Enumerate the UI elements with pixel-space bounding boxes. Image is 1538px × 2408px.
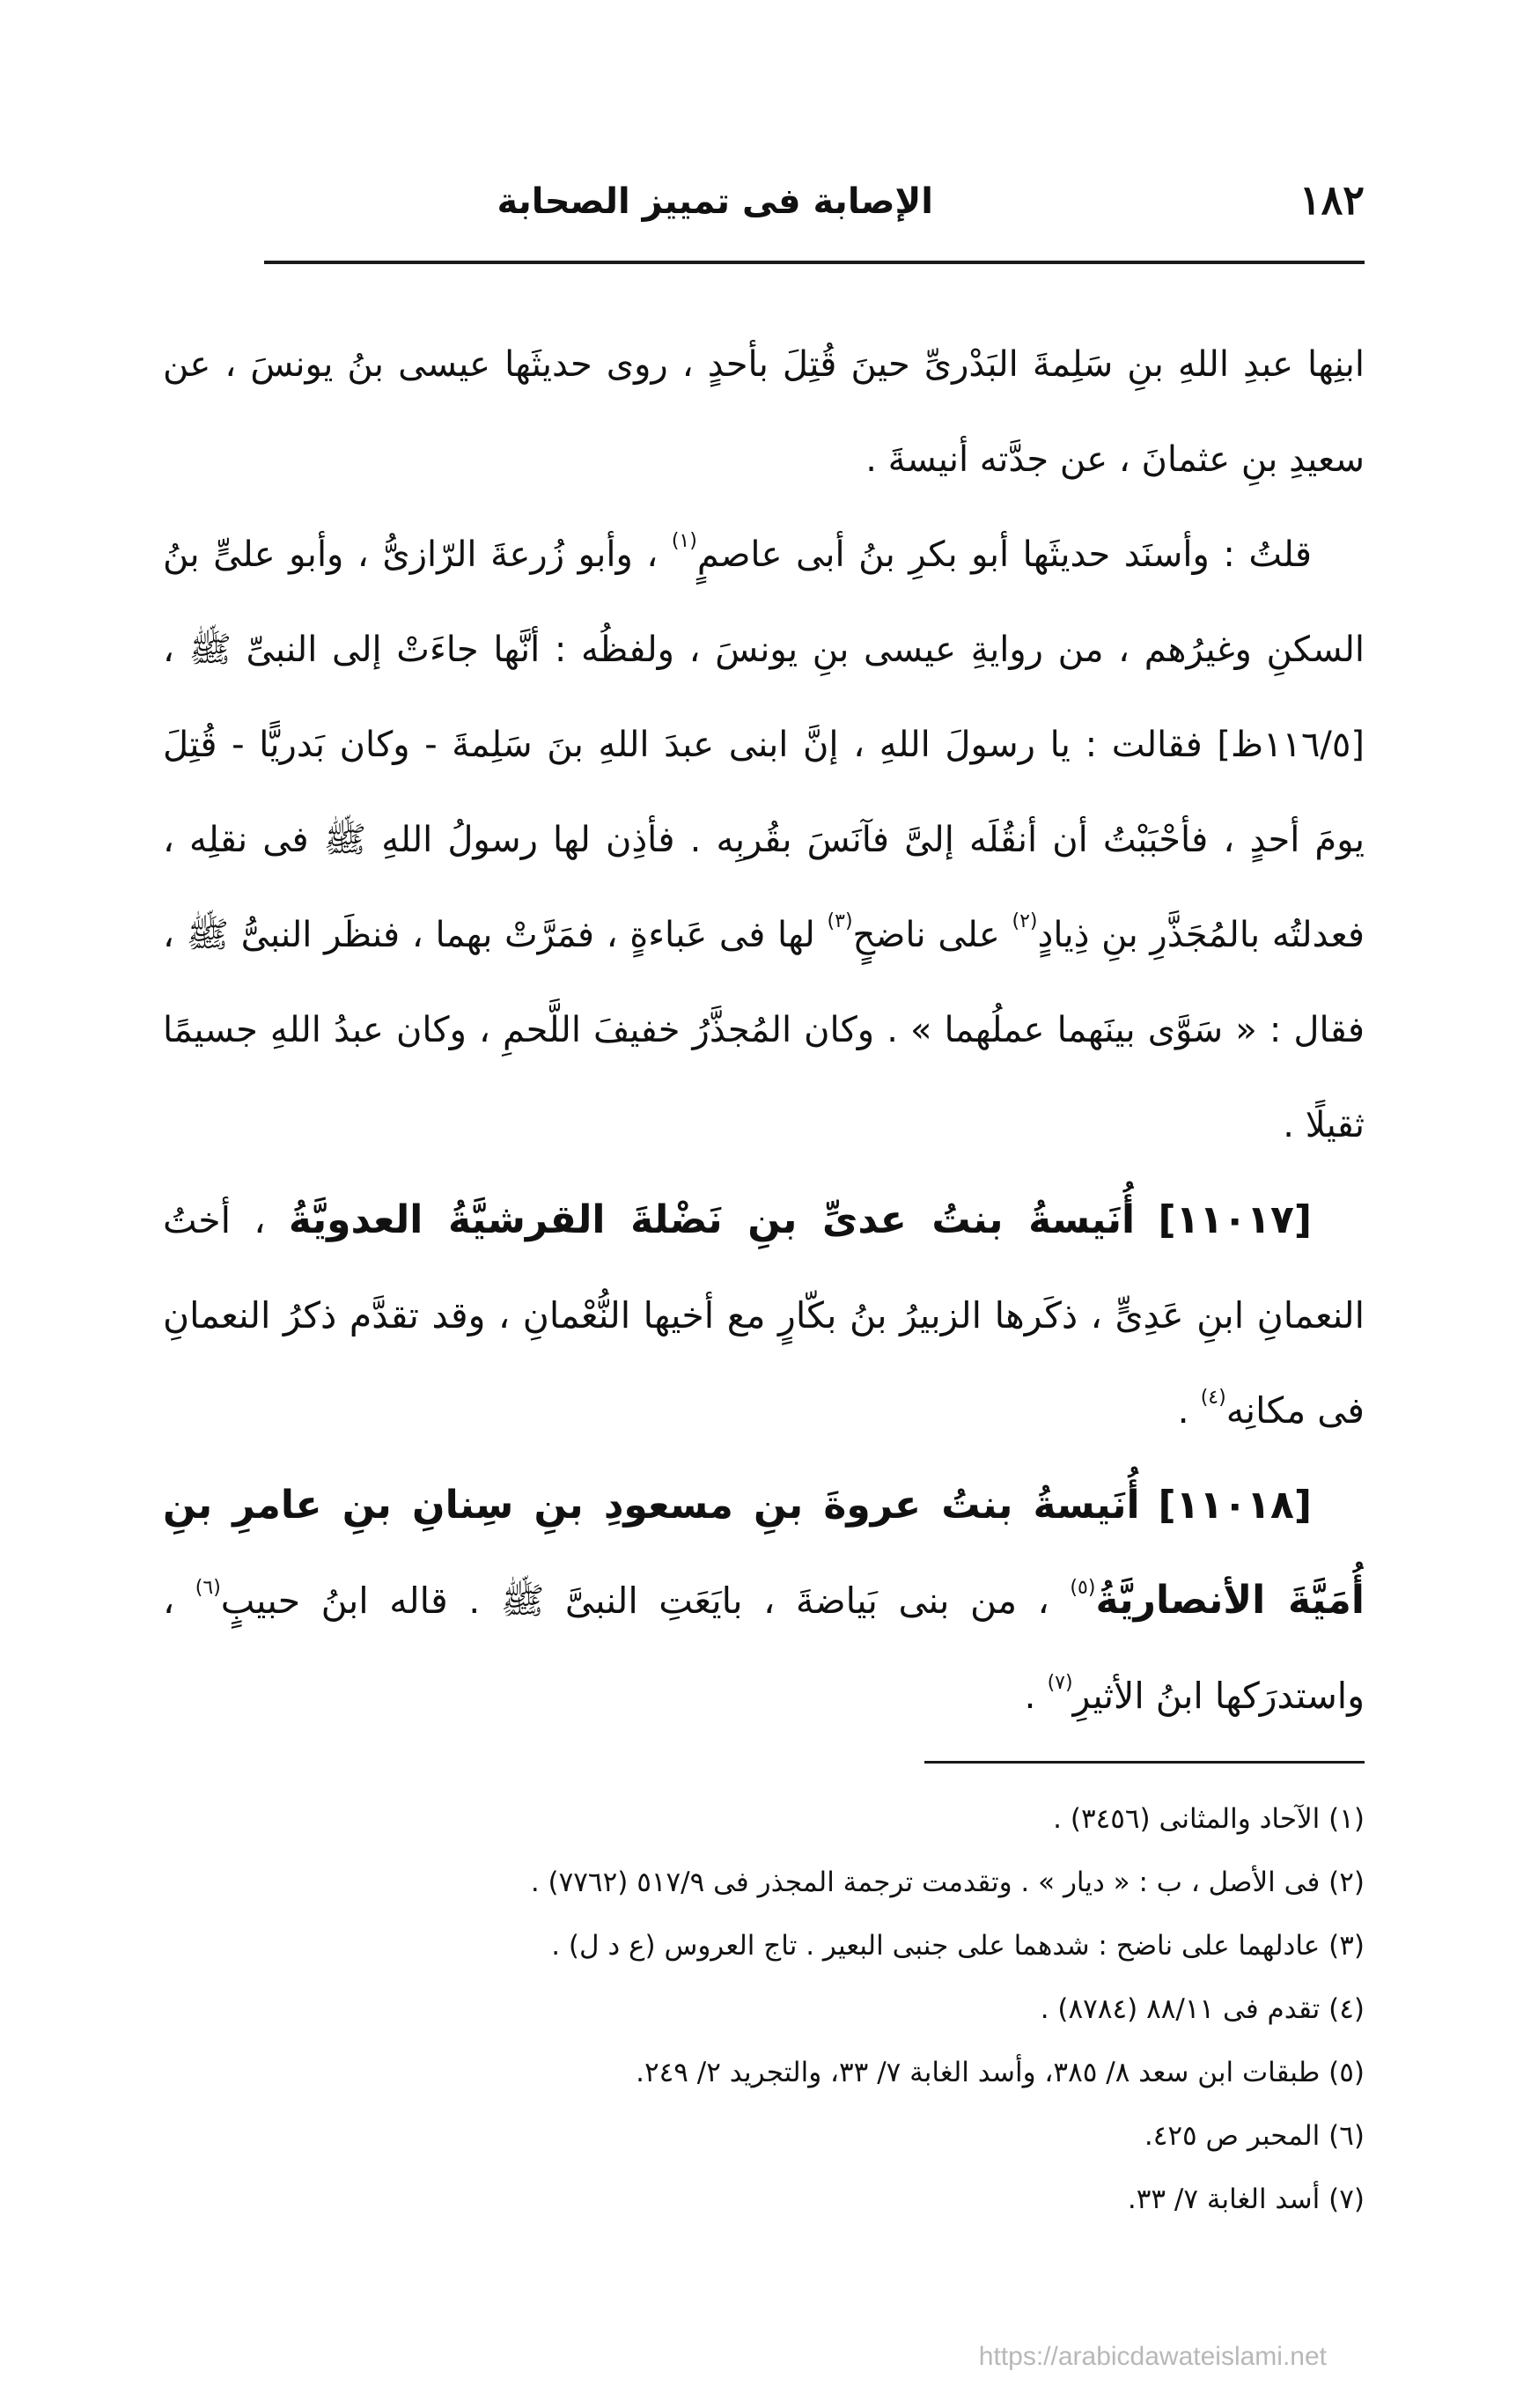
running-title: الإصابة فى تمييز الصحابة — [497, 181, 933, 222]
main-text — [163, 317, 1365, 1743]
footnotes — [264, 1787, 1365, 2231]
paragraph-2-part-a: قلتُ : وأسنَد حديثَها أبو بكرِ بنُ أبى عاصمٍ — [696, 534, 1312, 575]
entry-number: [١١٠١٨] — [1158, 1483, 1312, 1528]
footnote-5: (٥) طبقات ابن سعد ٨/ ٣٨٥، وأسد الغابة ٧/ ٣٣، والتجريد ٢/ ٢٤٩. — [636, 2057, 1365, 2088]
paragraph-1: ابنِها عبدِ اللهِ بنِ سَلِمةَ البَدْرىِّ حينَ قُتِلَ بأحدٍ ، روى حديثَها عيسى بنُ يونسَ ، عن سعيدِ بنِ عثمانَ ، عن جدَّته أنيسةَ . — [163, 344, 1365, 480]
entry-number: [١١٠١٧] — [1158, 1197, 1312, 1242]
footnote-7: (٧) أسد الغابة ٧/ ٣٣. — [1127, 2183, 1365, 2215]
footnote-2: (٢) فى الأصل ، ب : « ديار » . وتقدمت ترجمة المجذر فى ٥١٧/٩ (٧٧٦٢) . — [530, 1867, 1365, 1898]
entry-end: . — [1177, 1389, 1201, 1432]
footnote-ref: (٥) — [1070, 1577, 1096, 1599]
page-header — [264, 176, 1365, 238]
paragraph-2-part-c: على ناضحٍ — [852, 915, 1012, 955]
footnote-1: (١) الآحاد والمثانى (٣٤٥٦) . — [1053, 1803, 1365, 1835]
footnote-3: (٣) عادلهما على ناضح : شدهما على جنبى البعير . تاج العروس (ع د ل) . — [551, 1930, 1365, 1962]
footnote-ref: (٢) — [1012, 910, 1038, 932]
entry-name: أُنَيسةُ بنتُ عدىِّ بنِ نَضْلةَ القرشيَّةُ العدويَّةُ — [288, 1197, 1136, 1242]
footnote-ref: (١) — [671, 530, 697, 552]
entry-text: ، أختُ النعمانِ ابنِ عَدِىٍّ ، ذكَرها الزبيرُ بنُ بكّارٍ مع أخيها النُّعْمانِ ، وقد تقدَّم ذكرُ النعمانِ فى مكانِه — [163, 1199, 1365, 1432]
entry-end: . — [1024, 1675, 1048, 1717]
footnote-rule — [924, 1761, 1365, 1764]
entry-11017 — [163, 1173, 1365, 1458]
paragraph-2 — [163, 507, 1365, 1173]
footnote-6: (٦) المحبر ص ٤٢٥. — [1144, 2120, 1365, 2152]
footnote-ref: (٧) — [1047, 1672, 1073, 1694]
footnote-ref: (٣) — [827, 910, 853, 932]
entry-text: ، واستدرَكها ابنُ الأثيرِ — [163, 1580, 1365, 1717]
entry-text: ، من بنى بَياضةَ ، بايَعَتِ النبىَّ ﷺ . قاله ابنُ حبيبٍ — [220, 1580, 1071, 1622]
paragraph-2-part-d: لها فى عَباءةٍ ، فمَرَّتْ بهما ، فنظَر النبىُّ ﷺ ، فقال : « سَوَّى بينَهما عملُهما » . وكان المُجذَّرُ خفيفَ اللَّحمِ ، وكان عبدُ اللهِ جسيمًا ثقيلًا . — [163, 915, 1365, 1145]
header-rule — [264, 261, 1365, 264]
watermark: https://arabicdawateislami.net — [978, 2342, 1327, 2371]
footnote-4: (٤) تقدم فى ٨٨/١١ (٨٧٨٤) . — [1040, 1993, 1365, 2025]
page-number: ١٨٢ — [1299, 176, 1365, 224]
entry-name: أُنَيسةُ بنتُ عروةَ بنِ مسعودِ بنِ سِنانِ بنِ عامرِ بنِ أُمَيَّةَ الأنصاريَّةُ — [163, 1483, 1365, 1623]
entry-11018 — [163, 1458, 1365, 1743]
footnote-ref: (٤) — [1200, 1387, 1226, 1409]
footnote-ref: (٦) — [195, 1577, 221, 1599]
paragraph-2-part-b: ، وأبو زُرعةَ الرّازىُّ ، وأبو علىٍّ بنُ السكنِ وغيرُهم ، من روايةِ عيسى بنِ يونسَ ، ولفظُه : أنَّها جاءَتْ إلى النبىِّ ﷺ ، [١١٦/٥ظ] فقالت : يا رسولَ اللهِ ، إنَّ ابنى عبدَ اللهِ بنَ سَلِمةَ - وكان بَدريًّا - قُتِلَ يومَ أحدٍ ، فأحْبَبْتُ أن أنقُلَه إلىَّ فآنَسَ بقُربِه . فأذِن لها رسولُ اللهِ ﷺ فى نقلِه ، فعدلتُه بالمُجَذَّرِ بنِ ذِيادٍ — [163, 534, 1365, 955]
